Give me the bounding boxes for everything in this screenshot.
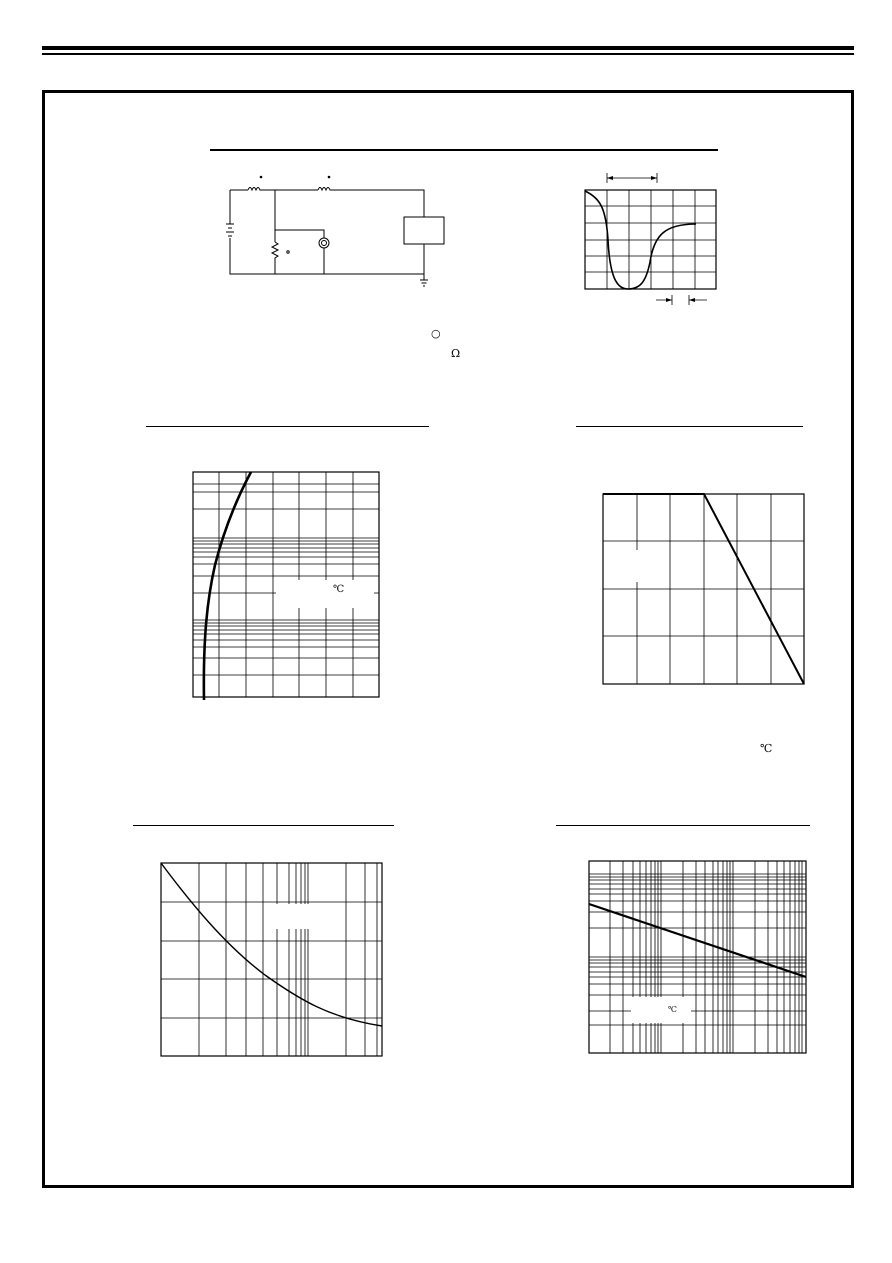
graph-1-grid [193,472,379,700]
graph-4-curve [589,904,806,977]
graph-4-grid [589,861,806,1053]
ohm-symbol: Ω [451,347,461,360]
graph-3-curve [161,863,382,1026]
celsius-symbol-graph-4: ℃ [668,1005,677,1014]
graph-3-legend-box [268,904,314,929]
graph-1-legend-box [276,580,374,608]
inductor-1 [248,188,262,191]
oscilloscope-box [404,217,444,244]
test-circuit-schematic [226,176,444,286]
celsius-symbol-graph-1: ℃ [333,584,345,595]
graph-4-legend-box [631,997,691,1023]
inductor-2 [318,188,332,191]
celsius-symbol-graph-2: ℃ [760,742,773,755]
battery-symbol [226,224,234,236]
graph-2-grid [603,494,804,684]
graph-3-grid [161,863,382,1056]
pulse-source [319,238,329,248]
waveform-graph [585,173,716,305]
resistor [272,242,278,274]
ground-symbol [420,280,428,286]
graph-2-legend-box [608,550,668,582]
circle-mark: ○ [431,327,441,340]
graph-1-curve [204,472,251,700]
